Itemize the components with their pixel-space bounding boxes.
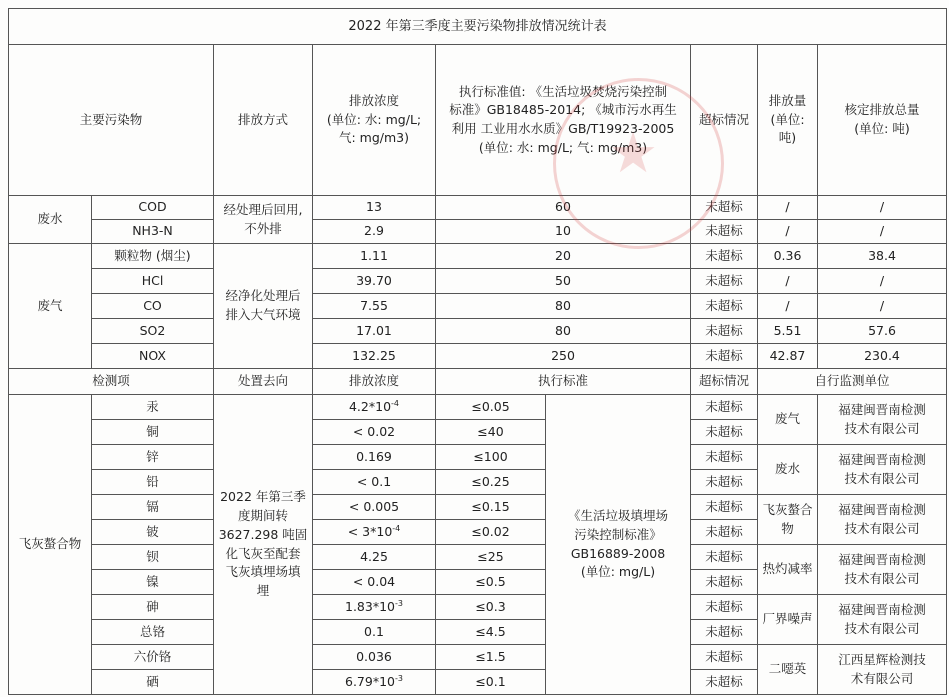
- statistics-sheet: [8, 8, 946, 692]
- standard-limit: ≤4.5: [436, 620, 546, 645]
- standard-limit: ≤0.25: [436, 470, 546, 495]
- gas-method: [214, 244, 313, 369]
- header-standard: [436, 45, 691, 196]
- exceed-status: 未超标: [691, 595, 758, 620]
- emission-amount: 5.51: [758, 319, 818, 344]
- exceed-status: 未超标: [691, 670, 758, 695]
- standard-value: 60: [436, 196, 691, 220]
- header-line: 执行标准值: 《生活垃圾焚烧污染控制: [458, 83, 668, 99]
- concentration-value: [313, 670, 436, 695]
- pollutant-name: SO2: [92, 319, 214, 344]
- concentration-value: [313, 520, 436, 545]
- standard-value: 80: [436, 294, 691, 319]
- concentration-base: 0.036: [356, 648, 392, 664]
- concentration-base: < 0.02: [352, 423, 396, 439]
- header-disposal: 处置去向: [214, 369, 313, 395]
- standard-value: 10: [436, 220, 691, 244]
- header-method: 排放方式: [214, 45, 313, 196]
- standard-limit: ≤0.05: [436, 395, 546, 420]
- concentration-value: 1.11: [313, 244, 436, 269]
- header-line: (单位: 水: mg/L; 气: mg/m3): [478, 139, 648, 155]
- standard-limit: ≤40: [436, 420, 546, 445]
- approved-total: /: [818, 220, 947, 244]
- cell-line: 技术有限公司: [844, 470, 920, 486]
- detection-item: 镉: [92, 495, 214, 520]
- concentration-exponent: -3: [395, 598, 403, 608]
- ash-disposal: [214, 395, 313, 695]
- cell-line: 排入大气环境: [225, 307, 301, 322]
- cell-line: 经处理后回用,: [223, 201, 303, 217]
- exceed-status: 未超标: [691, 395, 758, 420]
- cell-line: (单位: mg/L): [580, 564, 656, 580]
- emission-amount: 42.87: [758, 344, 818, 369]
- concentration-value: [313, 395, 436, 420]
- concentration-base: < 0.005: [348, 498, 400, 514]
- header-line: 核定排放总量: [844, 102, 920, 118]
- header-pollutant: 主要污染物: [9, 45, 214, 196]
- concentration-base: 0.1: [364, 623, 384, 639]
- concentration-base: < 3*10: [347, 523, 393, 539]
- concentration-value: [313, 495, 436, 520]
- header-item: 检测项: [9, 369, 214, 395]
- detection-item: 钡: [92, 545, 214, 570]
- concentration-value: 39.70: [313, 269, 436, 294]
- standard-limit: ≤100: [436, 445, 546, 470]
- standard-limit: ≤1.5: [436, 645, 546, 670]
- pollutant-name: NH3-N: [92, 220, 214, 244]
- emission-amount: /: [758, 269, 818, 294]
- cell-line: 福建闽晋南检测: [838, 601, 926, 617]
- exceed-status: 未超标: [691, 620, 758, 645]
- monitor-unit: [818, 495, 947, 545]
- detection-item: 铜: [92, 420, 214, 445]
- cell-line: 度期间转: [237, 508, 288, 523]
- emission-amount: /: [758, 294, 818, 319]
- concentration-base: < 0.1: [356, 473, 392, 489]
- detection-item: 砷: [92, 595, 214, 620]
- exceed-status: 未超标: [691, 570, 758, 595]
- header-line: (单位: 吨): [854, 121, 910, 136]
- concentration-base: 4.2*10: [348, 398, 392, 414]
- header-concentration-2: 排放浓度: [313, 369, 436, 395]
- exceed-status: 未超标: [691, 344, 758, 369]
- monitor-unit: [818, 445, 947, 495]
- detection-item: 铍: [92, 520, 214, 545]
- approved-total: /: [818, 196, 947, 220]
- header-line: 排放浓度: [348, 92, 399, 108]
- concentration-base: 1.83*10: [345, 598, 395, 614]
- monitor-item: 厂界噪声: [758, 595, 818, 645]
- header-exceed-2: 超标情况: [691, 369, 758, 395]
- header-standard-2: 执行标准: [436, 369, 691, 395]
- approved-total: 230.4: [818, 344, 947, 369]
- monitor-item: 二噁英: [758, 645, 818, 695]
- concentration-value: 2.9: [313, 220, 436, 244]
- header-line: 标准》GB18485-2014; 《城市污水再生: [449, 102, 677, 118]
- exceed-status: 未超标: [691, 196, 758, 220]
- monitor-item: 飞灰螯合物: [758, 495, 818, 545]
- exceed-status: 未超标: [691, 495, 758, 520]
- emission-amount: /: [758, 196, 818, 220]
- concentration-value: [313, 570, 436, 595]
- exceed-status: 未超标: [691, 319, 758, 344]
- pollutant-name: CO: [92, 294, 214, 319]
- header-amount: [758, 45, 818, 196]
- monitor-item: 废水: [758, 445, 818, 495]
- cell-line: 飞灰填埋场填: [225, 564, 301, 580]
- exceed-status: 未超标: [691, 645, 758, 670]
- emission-amount: 0.36: [758, 244, 818, 269]
- group-fly-ash: 飞灰螯合物: [9, 395, 92, 695]
- standard-value: 50: [436, 269, 691, 294]
- standard-limit: ≤0.02: [436, 520, 546, 545]
- detection-item: 总铬: [92, 620, 214, 645]
- cell-line: 污染控制标准》: [574, 526, 662, 542]
- concentration-value: 17.01: [313, 319, 436, 344]
- concentration-exponent: -3: [395, 673, 403, 683]
- detection-item: 铅: [92, 470, 214, 495]
- concentration-value: [313, 545, 436, 570]
- concentration-value: [313, 445, 436, 470]
- concentration-exponent: -4: [391, 398, 400, 408]
- pollutant-table: [8, 8, 947, 695]
- approved-total: 38.4: [818, 244, 947, 269]
- standard-value: 20: [436, 244, 691, 269]
- table-title: 2022 年第三季度主要污染物排放情况统计表: [9, 9, 947, 45]
- water-method: [214, 196, 313, 244]
- header-line: 利用 工业用水水质》GB/T19923-2005: [451, 121, 675, 136]
- emission-amount: /: [758, 220, 818, 244]
- cell-line: 2022 年第三季: [220, 489, 306, 505]
- approved-total: 57.6: [818, 319, 947, 344]
- approved-total: /: [818, 294, 947, 319]
- cell-line: 技术有限公司: [844, 620, 920, 636]
- detection-item: 六价铬: [92, 645, 214, 670]
- cell-line: 福建闽晋南检测: [838, 451, 926, 467]
- header-line: (单位:: [770, 111, 805, 127]
- exceed-status: 未超标: [691, 294, 758, 319]
- monitor-unit: [818, 395, 947, 445]
- cell-line: 江西星辉检测技: [838, 651, 926, 667]
- cell-line: 福建闽晋南检测: [838, 401, 926, 417]
- group-gas: 废气: [9, 244, 92, 369]
- exceed-status: 未超标: [691, 420, 758, 445]
- cell-line: 福建闽晋南检测: [838, 501, 926, 517]
- standard-value: 80: [436, 319, 691, 344]
- cell-line: 术有限公司: [850, 670, 914, 686]
- exceed-status: 未超标: [691, 269, 758, 294]
- exceed-status: 未超标: [691, 545, 758, 570]
- cell-line: 不外排: [244, 220, 282, 236]
- header-line: 排放量: [768, 92, 807, 108]
- concentration-value: 7.55: [313, 294, 436, 319]
- concentration-value: [313, 470, 436, 495]
- concentration-value: [313, 620, 436, 645]
- cell-line: 福建闽晋南检测: [838, 551, 926, 567]
- exceed-status: 未超标: [691, 470, 758, 495]
- concentration-exponent: -4: [392, 523, 401, 533]
- standard-limit: ≤25: [436, 545, 546, 570]
- pollutant-name: 颗粒物 (烟尘): [92, 244, 214, 269]
- standard-limit: ≤0.15: [436, 495, 546, 520]
- exceed-status: 未超标: [691, 445, 758, 470]
- concentration-value: 13: [313, 196, 436, 220]
- header-line: (单位: 水: mg/L;: [326, 111, 422, 127]
- standard-limit: ≤0.3: [436, 595, 546, 620]
- monitor-unit: [818, 595, 947, 645]
- cell-line: 技术有限公司: [844, 520, 920, 536]
- cell-line: 3627.298 吨固: [218, 526, 308, 542]
- monitor-unit: [818, 545, 947, 595]
- detection-item: 硒: [92, 670, 214, 695]
- group-water: 废水: [9, 196, 92, 244]
- cell-line: 《生活垃圾填埋场: [567, 508, 668, 523]
- header-line: 吨): [778, 130, 797, 146]
- exceed-status: 未超标: [691, 244, 758, 269]
- standard-limit: ≤0.1: [436, 670, 546, 695]
- monitor-item: 废气: [758, 395, 818, 445]
- detection-item: 汞: [92, 395, 214, 420]
- detection-item: 镍: [92, 570, 214, 595]
- approved-total: /: [818, 269, 947, 294]
- concentration-value: [313, 420, 436, 445]
- pollutant-name: COD: [92, 196, 214, 220]
- cell-line: 经净化处理后: [225, 288, 301, 304]
- concentration-base: 6.79*10: [345, 673, 395, 689]
- monitor-item: 热灼减率: [758, 545, 818, 595]
- header-monitor: 自行监测单位: [758, 369, 947, 395]
- header-exceed: 超标情况: [691, 45, 758, 196]
- detection-item: 锌: [92, 445, 214, 470]
- standard-value: 250: [436, 344, 691, 369]
- cell-line: 化飞灰至配套: [225, 545, 301, 561]
- concentration-base: < 0.04: [352, 573, 396, 589]
- monitor-unit: [818, 645, 947, 695]
- concentration-value: [313, 595, 436, 620]
- cell-line: 埋: [256, 583, 270, 598]
- header-approved: [818, 45, 947, 196]
- concentration-value: [313, 645, 436, 670]
- cell-line: GB16889-2008: [570, 545, 666, 561]
- pollutant-name: NOX: [92, 344, 214, 369]
- concentration-value: 132.25: [313, 344, 436, 369]
- header-concentration: [313, 45, 436, 196]
- cell-line: 技术有限公司: [844, 570, 920, 586]
- pollutant-name: HCl: [92, 269, 214, 294]
- cell-line: 技术有限公司: [844, 420, 920, 436]
- ash-standard: [546, 395, 691, 695]
- concentration-base: 0.169: [356, 448, 392, 464]
- exceed-status: 未超标: [691, 520, 758, 545]
- exceed-status: 未超标: [691, 220, 758, 244]
- standard-limit: ≤0.5: [436, 570, 546, 595]
- header-line: 气: mg/m3): [338, 130, 409, 146]
- concentration-base: 4.25: [360, 548, 388, 564]
